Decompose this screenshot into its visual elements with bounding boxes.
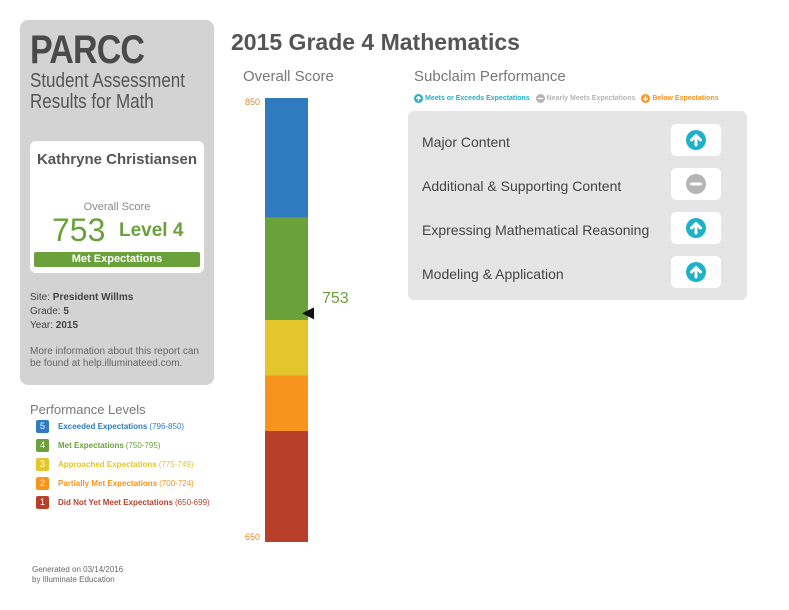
performance-level-item [36,496,210,509]
overall-score-value: 753 [52,212,106,248]
level-name: Did Not Yet Meet Expectations [58,498,173,507]
score-segment-level-2 [265,376,308,432]
subclaim-label: Additional & Supporting Content [422,178,622,194]
minus-icon [536,94,545,103]
overall-score-label: Overall Score [83,201,151,213]
grade-value: 5 [63,306,69,317]
year-value: 2015 [55,320,79,331]
subclaim-label: Major Content [422,134,510,150]
level-range: (750-795) [125,441,161,450]
level-range: (775-749) [158,460,194,469]
subclaim-legend-label: Below Expectations [652,94,719,102]
level-range: (700-724) [159,479,194,488]
subclaim-label: Expressing Mathematical Reasoning [422,222,650,238]
performance-levels-title: Performance Levels [30,402,146,417]
score-segment-level-1 [265,431,308,542]
score-segment-level-3 [265,320,308,376]
subclaim-panel [408,111,747,300]
site-line [30,291,133,305]
grade-line [30,305,133,319]
overall-score-bar-chart [260,96,320,544]
y-axis-bottom-label: 650 [245,532,261,542]
year-line [30,319,133,333]
subclaim-legend-label: Nearly Meets Expectations [546,94,636,102]
level-range: (796-850) [149,422,185,431]
performance-level-item [36,477,194,490]
subclaim-status-indicator [671,168,721,200]
page-title: 2015 Grade 4 Mathematics [231,29,520,55]
year-label: Year: [30,320,53,331]
subclaim-legend-item [641,94,718,103]
status-badge: Met Expectations [34,252,200,267]
arrow-up-icon [414,94,423,103]
score-segment-level-4 [265,218,308,320]
performance-level-item [36,439,160,452]
level-name: Approached Expectations [58,460,157,469]
student-info [30,291,133,333]
score-marker-label: 753 [322,290,349,307]
student-score-card [30,141,204,273]
level-name: Met Expectations [58,441,124,450]
level-number-badge: 2 [36,477,49,490]
level-name: Exceeded Expectations [58,422,148,431]
level-name: Partially Met Expectations [58,479,158,488]
y-axis-top-label: 850 [245,97,261,107]
subclaim-legend-label: Meets or Exceeds Expectations [425,94,530,102]
subclaim-status-indicator [671,212,721,244]
arrow-down-icon [641,94,650,103]
grade-label: Grade: [30,306,61,317]
subclaim-legend-item [536,94,636,103]
minus-icon [686,174,706,194]
level-number-badge: 5 [36,420,49,433]
subclaim-title: Subclaim Performance [414,68,566,85]
level-number-badge: 1 [36,496,49,509]
subclaim-row [422,168,742,202]
level-number-badge: 4 [36,439,49,452]
brand-title: PARCC [30,28,145,72]
subclaim-status-indicator [671,256,721,288]
footer [32,565,123,585]
performance-level-item [36,420,184,433]
footer-generated: Generated on 03/14/2016 [32,565,124,574]
subclaim-label: Modeling & Application [422,266,564,282]
student-summary-card [20,20,214,385]
site-label: Site: [30,292,51,303]
student-name: Kathryne Christiansen [36,151,198,168]
arrow-up-icon [686,218,706,238]
score-segment-level-5 [265,98,308,218]
subclaim-legend-item [414,94,530,103]
more-info-text: More information about this report can be found at help.illuminateed.com. [30,346,199,369]
performance-level: Level 4 [119,220,184,241]
brand-subtitle: Student Assessment Results for Math [30,70,185,113]
subclaim-row [422,256,742,290]
level-number-badge: 3 [36,458,49,471]
subclaim-row [422,124,742,158]
performance-level-item [36,458,193,471]
arrow-up-icon [686,130,706,150]
overall-score-title: Overall Score [243,68,334,85]
level-range: (650-699) [175,498,210,507]
arrow-up-icon [686,262,706,282]
subclaim-row [422,212,742,246]
site-value: President Willms [52,292,134,303]
subclaim-status-indicator [671,124,721,156]
footer-by: by Illuminate Education [32,575,115,584]
subclaim-legend [414,93,725,103]
